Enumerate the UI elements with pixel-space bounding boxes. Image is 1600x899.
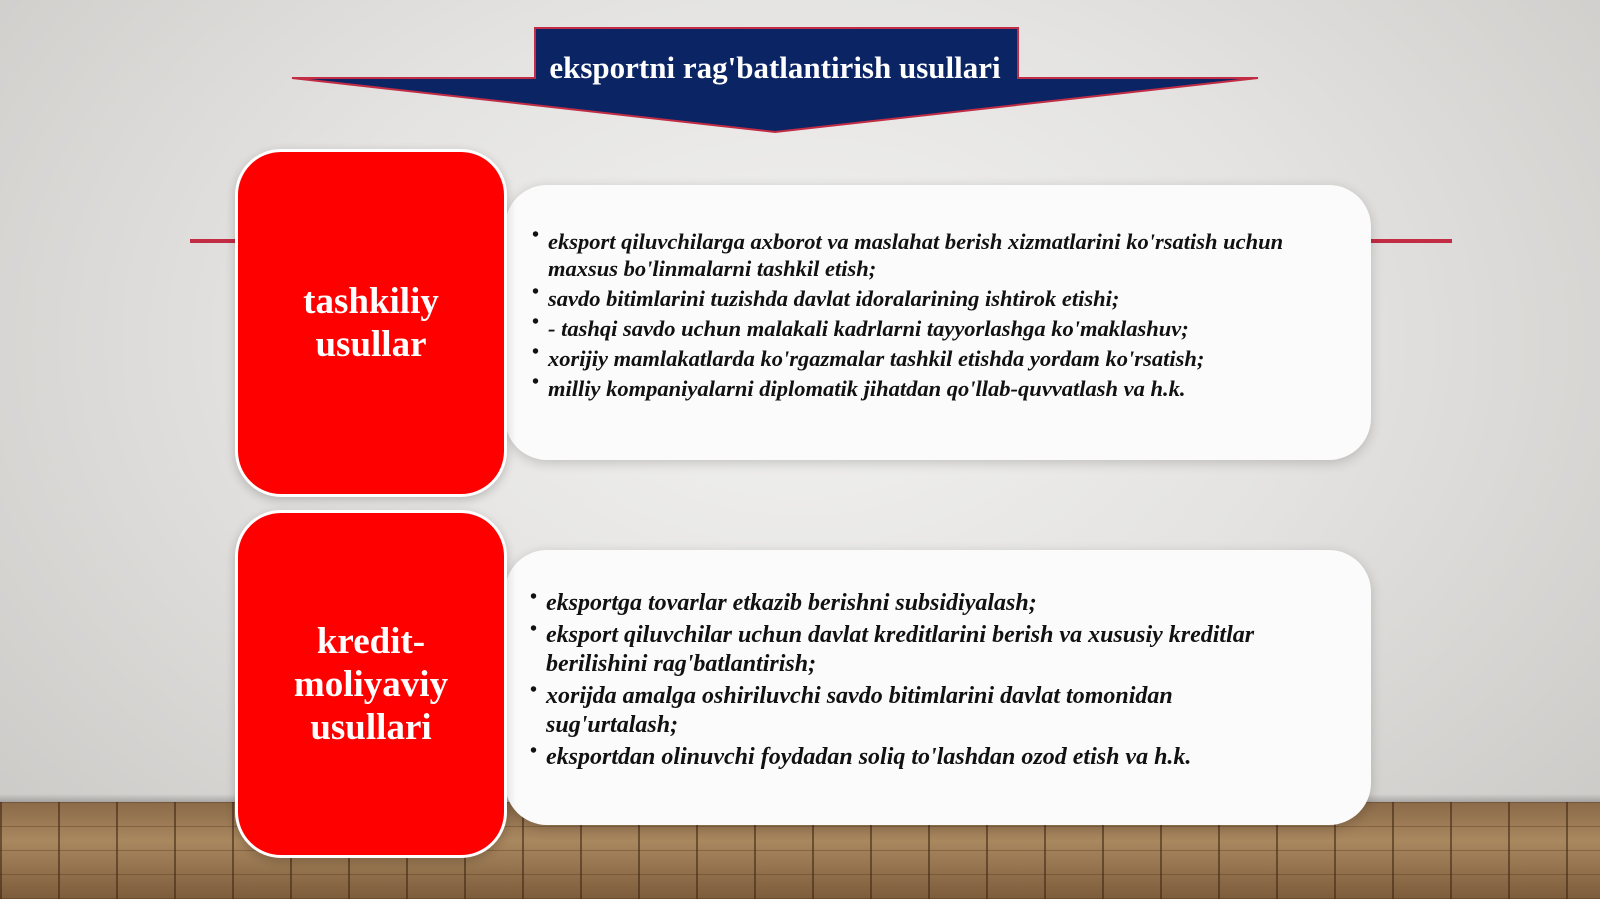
list-item-text: xorijda amalga oshiriluvchi savdo bitimlarini davlat tomonidan sug'urtalash; [546,683,1173,738]
list-item [532,371,1322,402]
bullet-icon: • [532,224,540,246]
bullet-icon: • [532,341,540,363]
list-item-text: milliy kompaniyalarni diplomatik jihatdan qo'llab-quvvatlash va h.k. [548,376,1186,401]
bullet-icon: • [530,679,538,701]
list-item-text: savdo bitimlarini tuzishda davlat idoralarining ishtirok etishi; [548,286,1120,311]
list-item [530,618,1290,679]
section-2-tag-label: kredit-moliyaviy usullari [293,620,449,748]
right-connector-line [1370,239,1452,243]
bullet-icon: • [530,618,538,640]
section-1-list [532,224,1322,402]
diagram-title: eksportni rag'batlantirish usullari [549,50,1001,85]
list-item-text: eksportga tovarlar etkazib berishni subsidiyalash; [546,590,1037,616]
bullet-icon: • [530,740,538,762]
section-2-list [530,586,1290,772]
list-item [532,224,1322,282]
left-connector-line [190,239,240,243]
list-item [532,341,1322,372]
list-item [530,679,1290,740]
list-item [532,281,1322,312]
bullet-icon: • [530,586,538,608]
list-item-text: xorijiy mamlakatlarda ko'rgazmalar tashkil etishda yordam ko'rsatish; [548,346,1205,371]
section-1-tag [235,149,507,497]
list-item-text: eksportdan olinuvchi foydadan soliq to'lashdan ozod etish va h.k. [546,744,1192,770]
list-item-text: eksport qiluvchilarga axborot va maslahat berish xizmatlarini ko'rsatish uchun maxsus bo'linmalarni tashkil etish; [548,229,1284,281]
list-item-text: eksport qiluvchilar uchun davlat kreditlarini berish va xususiy kreditlar berilishini rag'batlantirish; [546,622,1255,677]
section-1-tag-label: tashkiliy usullar [303,281,439,365]
list-item [530,586,1290,618]
list-item [530,740,1290,772]
bullet-icon: • [532,311,540,333]
bullet-icon: • [532,371,540,393]
section-2-tag [235,510,507,858]
bullet-icon: • [532,281,540,303]
list-item [532,311,1322,342]
list-item-text: - tashqi savdo uchun malakali kadrlarni tayyorlashga ko'maklashuv; [548,316,1189,341]
